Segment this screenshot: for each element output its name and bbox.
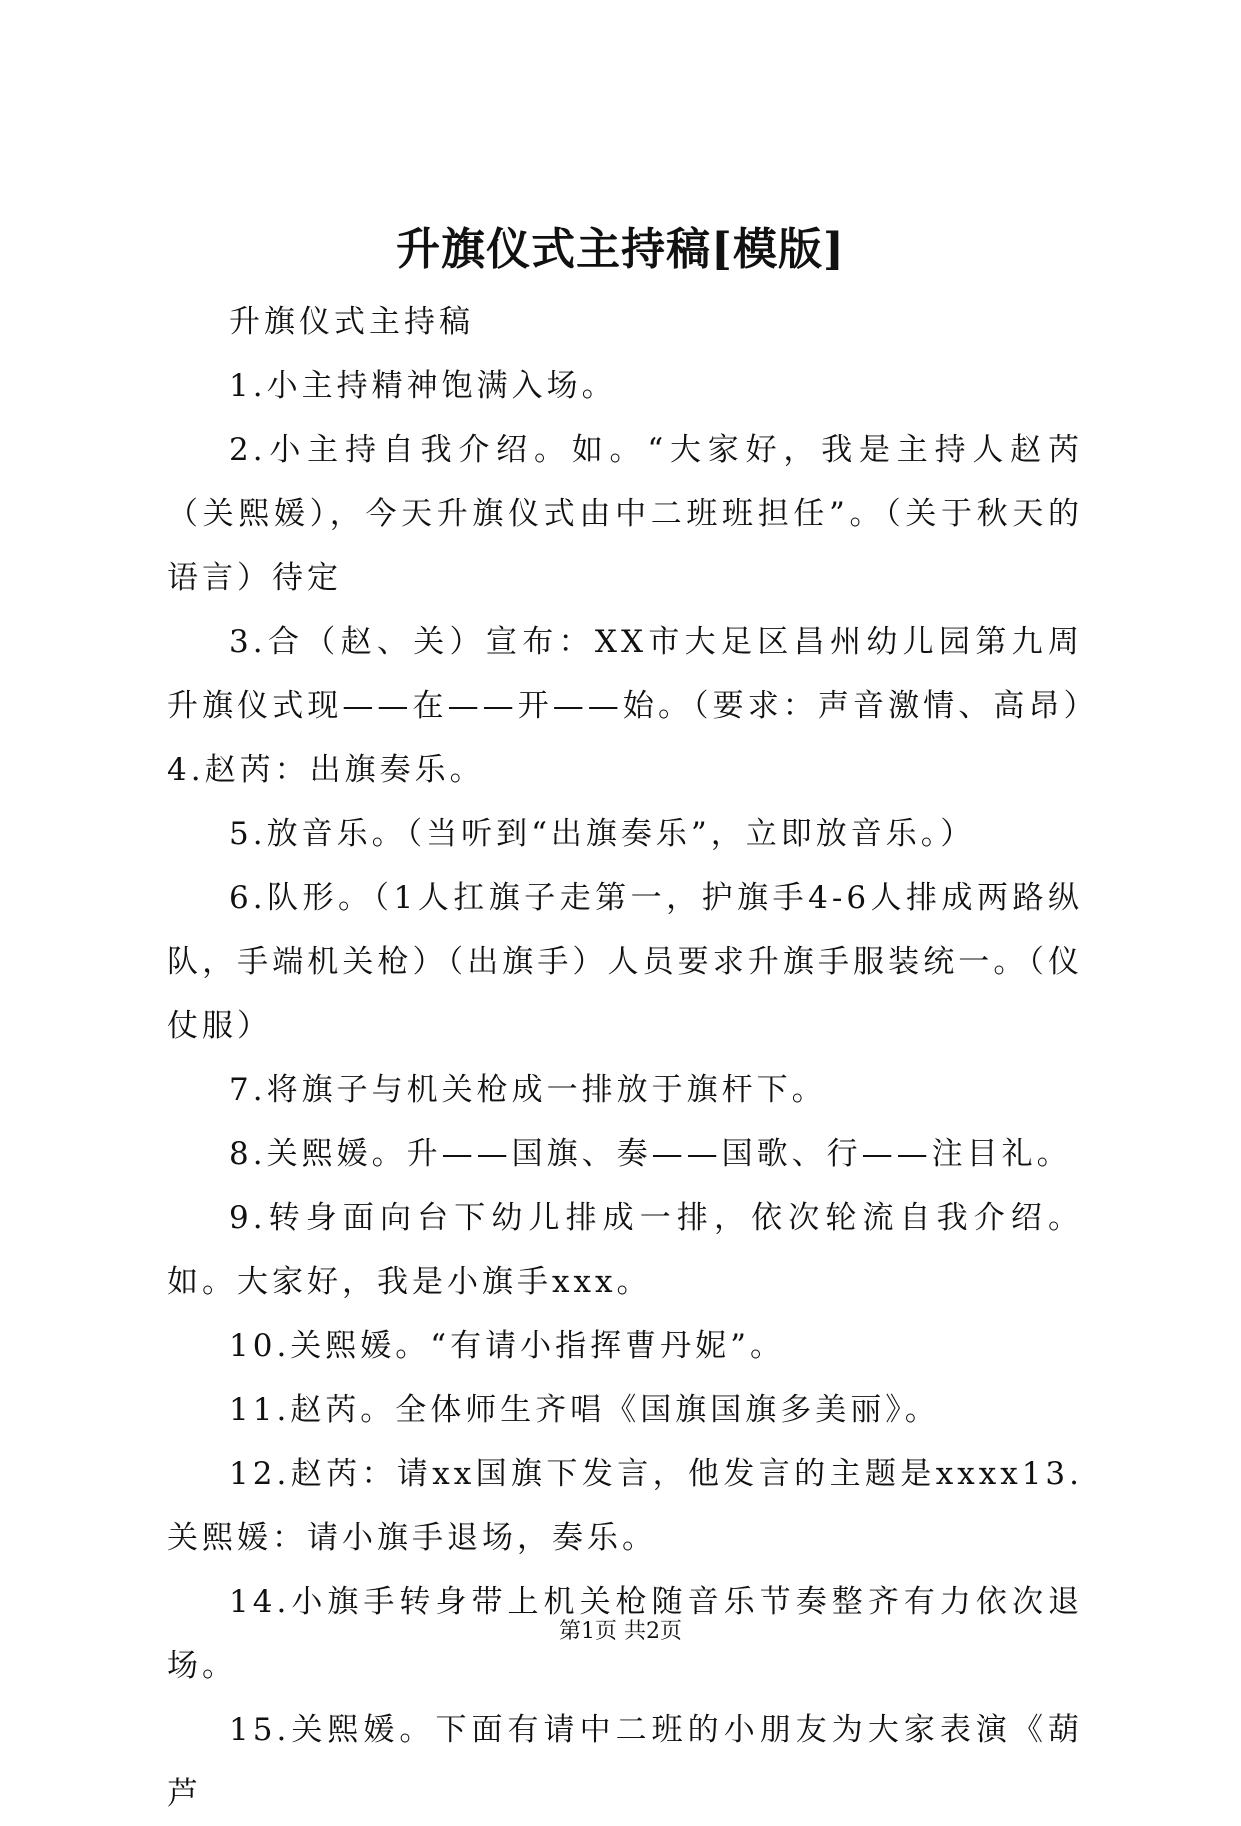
paragraph: 5.放音乐。（当听到“出旗奏乐”，立即放音乐。） xyxy=(229,816,976,852)
paragraph: 10.关熙媛。“有请小指挥曹丹妮”。 xyxy=(229,1328,785,1364)
paragraph: 9.转身面向台下幼儿排成一排，依次轮流自我介绍。如。大家好，我是小旗手xxx。 xyxy=(167,1200,1083,1300)
document-title: 升旗仪式主持稿[模版] xyxy=(396,224,845,275)
paragraph: 14.小旗手转身带上机关枪随音乐节奏整齐有力依次退场。 xyxy=(167,1584,1083,1684)
paragraph: 1.小主持精神饱满入场。 xyxy=(229,368,617,404)
paragraph: 12.赵芮：请xx国旗下发言，他发言的主题是xxxx13.关熙媛：请小旗手退场，奏乐。 xyxy=(167,1456,1083,1556)
paragraph: 15.关熙媛。下面有请中二班的小朋友为大家表演《葫芦 xyxy=(167,1712,1083,1812)
paragraph: 2.小主持自我介绍。如。“大家好，我是主持人赵芮（关熙媛），今天升旗仪式由中二班班担任”。（关于秋天的语言）待定 xyxy=(167,432,1083,596)
page-footer: 第1页 共2页 xyxy=(559,1619,682,1644)
paragraph: 7.将旗子与机关枪成一排放于旗杆下。 xyxy=(229,1072,827,1108)
paragraph: 11.赵芮。全体师生齐唱《国旗国旗多美丽》。 xyxy=(229,1392,940,1428)
paragraph: 6.队形。（1人扛旗子走第一，护旗手4-6人排成两路纵队，手端机关枪）（出旗手）人员要求升旗手服装统一。（仪仗服） xyxy=(167,880,1083,1044)
paragraph: 3.合（赵、关）宣布：XX市大足区昌州幼儿园第九周升旗仪式现——在——开——始。（要求：声音激情、高昂）4.赵芮：出旗奏乐。 xyxy=(167,624,1083,788)
document-body xyxy=(167,290,1083,1826)
paragraph: 8.关熙媛。升——国旗、奏——国歌、行——注目礼。 xyxy=(229,1136,1072,1172)
paragraph: 升旗仪式主持稿 xyxy=(229,304,474,340)
